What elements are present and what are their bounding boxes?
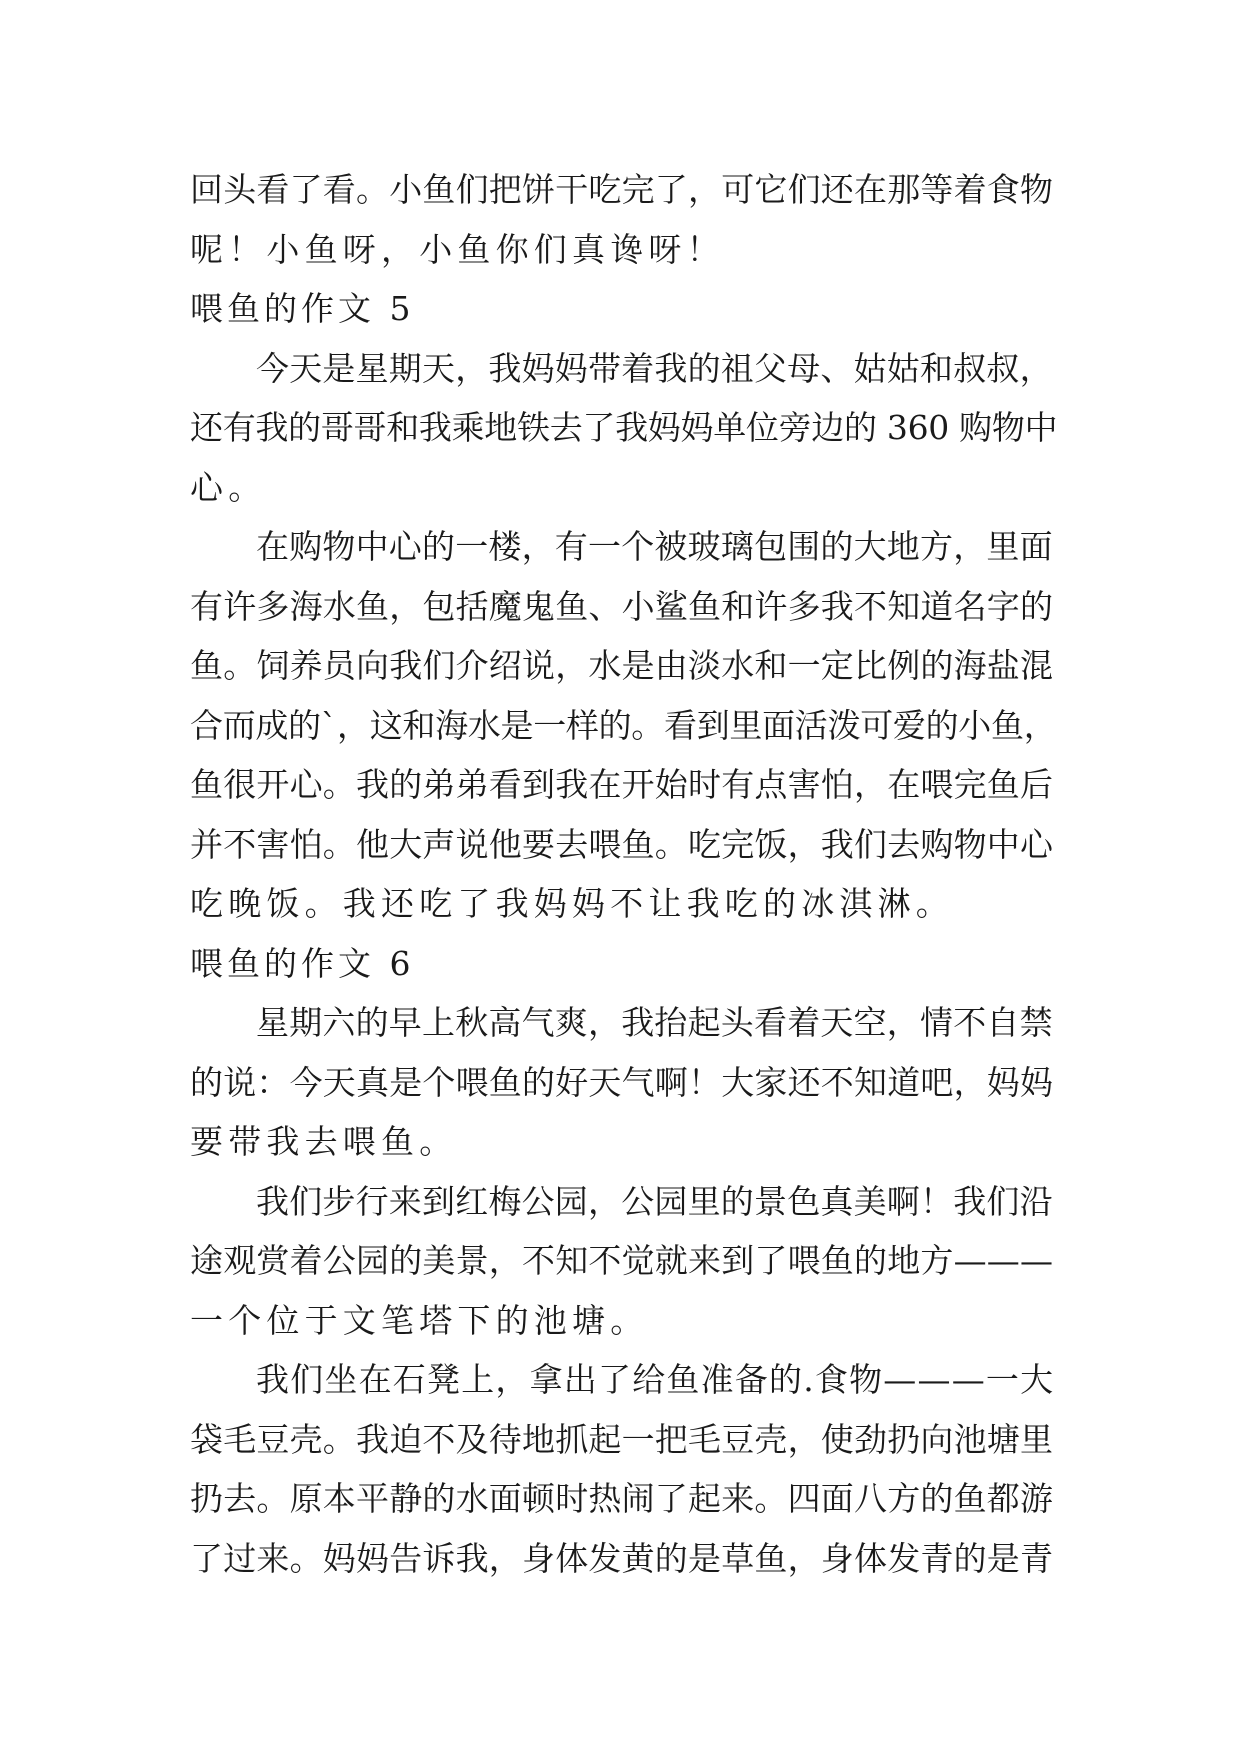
section-heading: 喂鱼的作文 5	[190, 289, 415, 328]
paragraph-first-line: 星期六的早上秋高气爽，我抬起头看着天空，情不自禁	[256, 1003, 1053, 1042]
text-line: 鱼。饲养员向我们介绍说，水是由淡水和一定比例的海盐混	[190, 646, 1054, 685]
text-line: 鱼很开心。我的弟弟看到我在开始时有点害怕，在喂完鱼后	[190, 765, 1054, 804]
text-line: 要带我去喂鱼。	[190, 1122, 458, 1161]
text-line: 回头看了看。小鱼们把饼干吃完了，可它们还在那等着食物	[190, 170, 1054, 209]
text-line: 吃晚饭。我还吃了我妈妈不让我吃的冰淇淋。	[190, 884, 954, 923]
text-line: 有许多海水鱼，包括魔鬼鱼、小鲨鱼和许多我不知道名字的	[190, 586, 1054, 626]
paragraph-first-line: 我们步行来到红梅公园，公园里的景色真美啊！我们沿	[256, 1181, 1053, 1221]
paragraph-first-line: 今天是星期天，我妈妈带着我的祖父母、姑姑和叔叔，	[256, 348, 1053, 388]
essay-body	[190, 160, 1060, 1588]
text-line: 扔去。原本平静的水面顿时热闹了起来。四面八方的鱼都游	[190, 1479, 1054, 1518]
text-line: 合而成的`，这和海水是一样的。看到里面活泼可爱的小鱼，	[190, 705, 1057, 745]
section-heading: 喂鱼的作文 6	[190, 943, 415, 983]
text-line: 袋毛豆壳。我迫不及待地抓起一把毛豆壳，使劲扔向池塘里	[190, 1419, 1054, 1459]
text-line: 了过来。妈妈告诉我，身体发黄的是草鱼，身体发青的是青	[190, 1538, 1054, 1578]
text-line: 还有我的哥哥和我乘地铁去了我妈妈单位旁边的 360 购物中	[190, 408, 1058, 447]
text-line: 一个位于文笔塔下的池塘。	[190, 1300, 649, 1340]
text-line: 并不害怕。他大声说他要去喂鱼。吃完饭，我们去购物中心	[190, 824, 1054, 864]
paragraph-first-line: 在购物中心的一楼，有一个被玻璃包围的大地方，里面	[256, 527, 1053, 566]
text-line: 途观赏着公园的美景，不知不觉就来到了喂鱼的地方———	[190, 1241, 1054, 1280]
text-line: 心。	[190, 467, 267, 507]
text-line: 呢！小鱼呀，小鱼你们真谗呀！	[190, 229, 725, 269]
paragraph-first-line: 我们坐在石凳上，拿出了给鱼准备的.食物———一大	[256, 1360, 1055, 1399]
text-line: 的说：今天真是个喂鱼的好天气啊！大家还不知道吧，妈妈	[190, 1062, 1054, 1102]
